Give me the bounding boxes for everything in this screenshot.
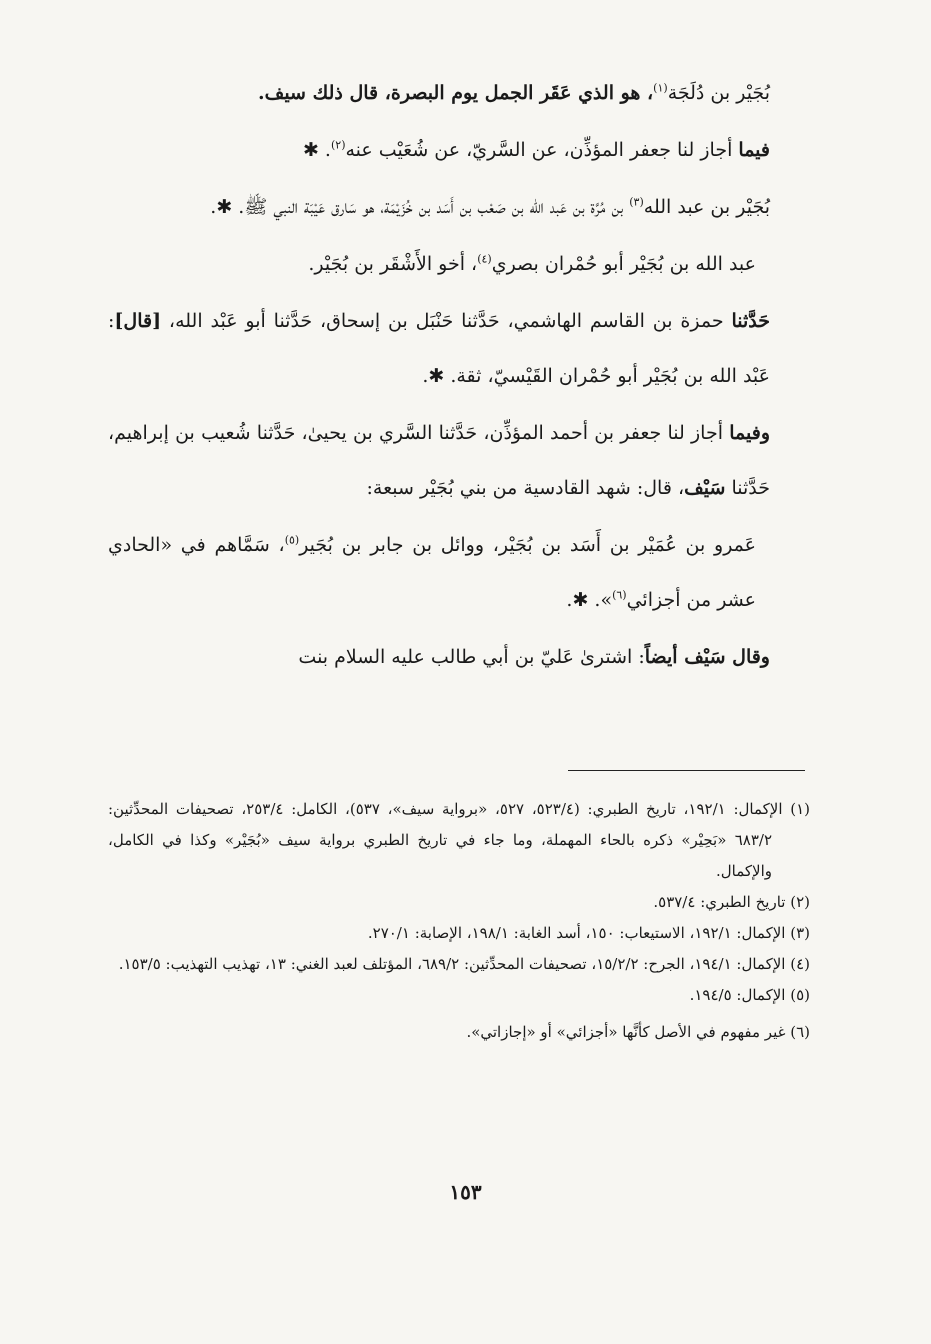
entry-narration-hamza [108, 294, 810, 404]
footnote-6: (٦) غير مفهوم في الأصل كأنَّها «أجزائي» أو «إجازاتي». [466, 1023, 810, 1041]
entry-sayf-also [108, 630, 810, 685]
entry-text: بُجَيْر بن دُلَجَة [667, 82, 770, 104]
entry-text: عبد الله بن بُجَيْر أبو حُمْران بصري [491, 253, 756, 275]
chain-lead: فيما [738, 139, 770, 161]
entry-text: أجاز لنا جعفر بن أحمد المؤذِّن، حَدَّثنا السَّري بن يحيىٰ، حَدَّثنا شُعيب بن إبراهيم، حَدَّثنا [108, 422, 770, 499]
footnotes [108, 794, 810, 1048]
entry-text: حمزة بن القاسم الهاشمي، حَدَّثنا حَنْبَل بن إسحاق، حَدَّثنا أبو عَبْد الله، [161, 310, 732, 332]
footnote-ref: (٢) [330, 138, 346, 152]
footnote-separator [568, 770, 805, 771]
entry-text: ، سَمَّاهم في «الحادي عشر من أجزائي [108, 534, 756, 611]
footnote-3: (٣) الإكمال: ١٩٢/١، الاستيعاب: ١٥٠، أسد الغابة: ١٩٨/١، الإصابة: ٢٧٠/١. [367, 924, 810, 942]
entry-narration-jafar [108, 406, 810, 516]
entry-text: ، أخو الأَشْقَر بن بُجَيْر. [308, 253, 478, 275]
footnote-ref: (٣) [629, 195, 644, 209]
entry-source [108, 123, 810, 178]
entry-abdullah-bin-bujayr [108, 237, 810, 292]
entry-text: بن مُرَّة بن عَبد الله بن صَعْب بن أَسَد بن خُزَيْمَة، هو سَارق عَيْبَة النبي ﷺ. ✱. [210, 196, 630, 218]
footnote-1: (١) الإكمال: ١٩٢/١، تاريخ الطبري: (٥٢٣/٤، ٥٢٧، «برواية سيف»، ٥٣٧)، الكامل: ٢٥٣/٤، تصحيفات المحدِّثين: ٦٨٣/٢ «بَحِيْر» ذكره بالحاء المهملة، وما جاء في تاريخ الطبري برواية سيف «بُجَيْر» وكذا في الكامل، والإكمال. [108, 800, 811, 880]
entry-text: ، هو الذي عَقَر الجمل يوم البصرة، قال ذلك سيف. [258, 82, 654, 104]
entry-end: . ✱ [302, 139, 331, 161]
qal-bracket: [قال] [114, 310, 162, 332]
footnote-ref: (٦) [612, 588, 627, 602]
footnote-4: (٤) الإكمال: ١٩٤/١، الجرح: ١٥/٢/٢، تصحيفات المحدِّثين: ٦٨٩/٢، المؤتلف لعبد الغني: ١٣، تهذيب التهذيب: ١٥٣/٥. [118, 955, 810, 973]
footnote-ref: (٥) [284, 533, 300, 547]
entry-text: بُجَيْر بن عبد الله [643, 196, 770, 218]
page-number: ١٥٣ [449, 1180, 482, 1204]
entry-amr-bin-umayr [108, 518, 810, 628]
entry-text: : اشترىٰ عَليّ بن أبي طالب عليه السلام بنت [298, 646, 645, 668]
footnote-2: (٢) تاريخ الطبري: ٥٣٧/٤. [653, 893, 810, 911]
sayf-name: سَيْف [684, 477, 726, 499]
footnote-ref: (١) [653, 81, 668, 95]
footnote-5: (٥) الإكمال: ١٩٤/٥. [689, 986, 810, 1004]
entry-text: عَمرو بن عُمَيْر بن أَسَد بن بُجَيْر، ووائل بن جابر بن بُجَير [299, 534, 756, 556]
chain-lead: وقال سَيْف أيضاً [644, 646, 770, 668]
chain-lead: حَدَّثنا [731, 310, 770, 332]
entry-text: أجاز لنا جعفر المؤذِّن، عن السَّريّ، عن شُعَيْب عنه [345, 139, 739, 161]
footnote-ref: (٤) [477, 252, 492, 266]
entry-text: ، قال: شهد القادسية من بني بُجَيْر سبعة: [366, 477, 685, 499]
main-text [108, 66, 810, 687]
entry-end: ». ✱. [566, 589, 613, 611]
entry-bujayr-bin-abdullah [108, 180, 810, 235]
chain-lead: وفيما [729, 422, 770, 444]
entry-bujayr-bin-dulaja [108, 66, 810, 121]
entry-text: : عَبْد الله بن بُجَيْر أبو حُمْران القَيْسيّ، ثقة. ✱. [108, 310, 770, 387]
